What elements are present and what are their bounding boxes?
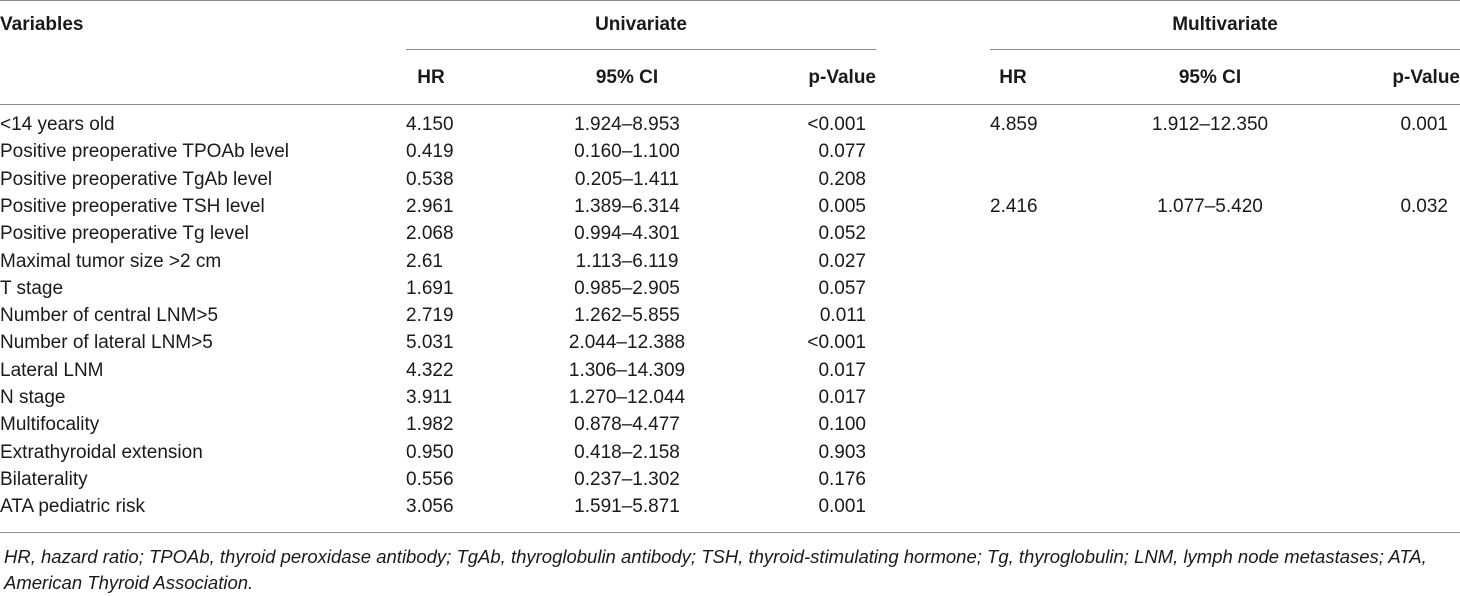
cell-variable: Multifocality [0,414,100,436]
cell-uni-p: 0.077 [818,141,866,163]
cell-uni-ci: 1.270–12.044 [568,387,686,408]
header-uni-ci: 95% CI [595,67,659,88]
cell-variable: T stage [0,277,64,299]
cell-uni-ci: 1.591–5.871 [574,496,680,518]
cell-uni-p: <0.001 [807,332,866,354]
cell-uni-p: 0.005 [818,195,866,217]
cell-uni-hr: 5.031 [406,332,454,354]
cell-uni-ci: 1.924–8.953 [574,114,680,135]
cell-variable: Positive preoperative TSH level [0,195,265,217]
cell-uni-hr: 1.982 [406,414,454,436]
cell-uni-ci: 0.237–1.302 [574,468,680,490]
cell-uni-hr: 0.556 [406,468,454,490]
header-multivariate: Multivariate [1172,14,1278,35]
cell-variable: Number of lateral LNM>5 [0,332,213,354]
cell-uni-p: 0.208 [818,168,866,190]
cell-uni-p: 0.057 [818,277,866,299]
cell-variable: Bilaterality [0,468,88,490]
header-univariate: Univariate [595,14,687,35]
cell-uni-p: 0.903 [818,441,866,463]
cell-variable: Number of central LNM>5 [0,305,219,327]
cell-uni-ci: 1.306–14.309 [568,359,686,381]
cell-uni-p: 0.011 [819,305,866,327]
cell-variable: Positive preoperative TPOAb level [0,141,290,163]
cell-variable: N stage [0,387,66,408]
cell-uni-hr: 2.61 [406,250,443,272]
cell-variable: ATA pediatric risk [0,496,146,518]
cell-uni-hr: 2.961 [406,195,454,217]
cell-uni-p: 0.052 [818,223,866,245]
cell-uni-ci: 1.262–5.855 [574,305,680,327]
cell-uni-p: 0.027 [818,250,866,272]
cell-multi-p: 0.032 [1400,195,1448,217]
cell-uni-ci: 0.985–2.905 [574,277,680,299]
cell-uni-ci: 0.418–2.158 [574,441,680,463]
cell-variable: Maximal tumor size >2 cm [0,250,222,272]
cell-multi-ci: 1.912–12.350 [1151,114,1269,135]
header-multi-p: p-Value [1392,67,1460,88]
cell-uni-hr: 4.322 [406,359,454,381]
header-variables: Variables [0,14,84,35]
cell-uni-hr: 2.068 [406,223,454,245]
cell-uni-ci: 1.113–6.119 [575,250,679,272]
cell-variable: Lateral LNM [0,359,104,381]
cell-uni-ci: 0.160–1.100 [574,141,680,163]
header-multi-ci: 95% CI [1178,67,1242,88]
cell-uni-ci: 0.205–1.411 [574,168,680,190]
cell-uni-hr: 0.950 [406,441,454,463]
cell-uni-p: 0.017 [818,387,866,408]
cell-uni-hr: 0.538 [406,168,454,190]
cell-uni-ci: 0.878–4.477 [574,414,680,436]
cell-uni-ci: 2.044–12.388 [568,332,686,354]
cell-multi-hr: 2.416 [990,195,1038,217]
cell-multi-ci: 1.077–5.420 [1157,195,1263,217]
cell-uni-p: <0.001 [807,114,866,135]
cell-uni-p: 0.100 [818,414,866,436]
cell-uni-p: 0.001 [818,496,866,518]
table-footnote: HR, hazard ratio; TPOAb, thyroid peroxidase antibody; TgAb, thyroglobulin antibody; TSH, thyroid-stimulating hormone; Tg, thyroglobulin; LNM, lymph node metastases; ATA, American Thyroid Association. [4,546,1427,593]
cell-variable: Positive preoperative TgAb level [0,168,273,190]
cell-variable: Extrathyroidal extension [0,441,203,463]
header-multi-hr: HR [999,67,1027,88]
cell-uni-p: 0.176 [818,468,866,490]
cell-uni-ci: 1.389–6.314 [574,195,680,217]
cell-uni-hr: 0.419 [406,141,454,163]
cell-uni-hr: 4.150 [406,114,454,135]
cell-uni-hr: 3.911 [406,387,453,408]
cell-uni-ci: 0.994–4.301 [574,223,680,245]
cell-uni-hr: 2.719 [406,305,454,327]
cell-multi-p: 0.001 [1400,114,1448,135]
cell-uni-hr: 3.056 [406,496,454,518]
cell-multi-hr: 4.859 [990,114,1038,135]
cell-uni-p: 0.017 [818,359,866,381]
header-uni-p: p-Value [808,67,876,88]
cell-variable: Positive preoperative Tg level [0,223,249,245]
cell-uni-hr: 1.691 [406,277,454,299]
cell-variable: <14 years old [0,114,115,135]
header-uni-hr: HR [417,67,445,88]
